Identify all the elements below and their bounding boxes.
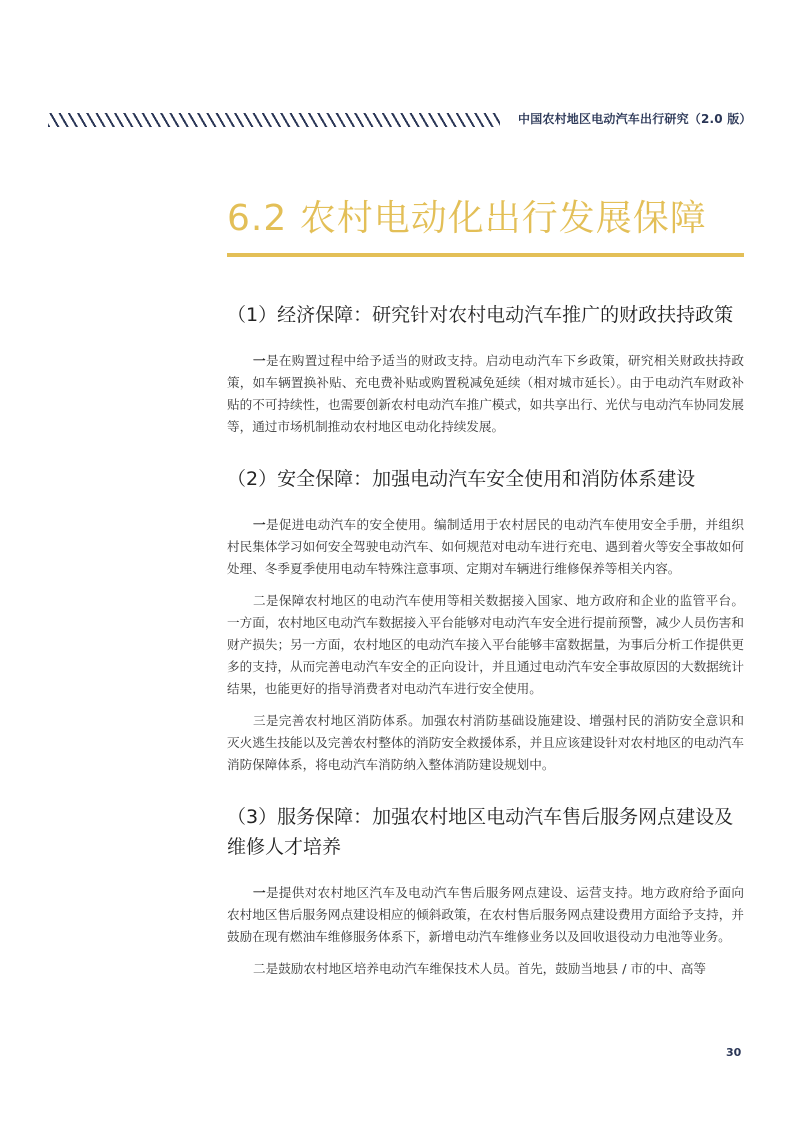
paragraph <box>227 590 744 700</box>
paragraph <box>227 350 744 438</box>
section-heading-service: （3）服务保障：加强农村地区电动汽车售后服务网点建设及维修人才培养 <box>227 806 734 858</box>
body-content <box>227 300 744 980</box>
header-hatch-decoration <box>48 113 500 127</box>
section-heading-economic: （1）经济保障：研究针对农村电动汽车推广的财政扶持政策 <box>227 304 734 326</box>
paragraph-text: 是促进电动汽车的安全使用。编制适用于农村居民的电动汽车使用安全手册，并组织村民集体学习如何安全驾驶电动汽车、如何规范对电动车进行充电、遇到着火等安全事故如何处理、冬季夏季使用电动车特殊注意事项、定期对车辆进行维修保养等相关内容。 <box>227 517 745 576</box>
paragraph <box>227 958 744 980</box>
running-header-title: 中国农村地区电动汽车出行研究（2.0 版） <box>518 112 752 126</box>
paragraph-lead: 一 <box>253 517 266 532</box>
paragraph-text: 二是鼓励农村地区培养电动汽车维保技术人员。首先，鼓励当地县 / 市的中、高等 <box>253 961 707 976</box>
paragraph-text: 是在购置过程中给予适当的财政支持。启动电动汽车下乡政策，研究相关财政扶持政策，如车辆置换补贴、充电费补贴或购置税减免延续（相对城市延长）。由于电动汽车财政补贴的不可持续性，也需要创新农村电动汽车推广模式，如共享出行、光伏与电动汽车协同发展等，通过市场机制推动农村地区电动化持续发展。 <box>227 353 745 434</box>
paragraph-text: 二是保障农村地区的电动汽车使用等相关数据接入国家、地方政府和企业的监管平台。一方面，农村地区电动汽车数据接入平台能够对电动汽车安全进行提前预警，减少人员伤害和财产损失；另一方面，农村地区的电动汽车接入平台能够丰富数据量，为事后分析工作提供更多的支持，从而完善电动汽车安全的正向设计，并且通过电动汽车安全事故原因的大数据统计结果，也能更好的指导消费者对电动汽车进行安全使用。 <box>227 593 744 696</box>
paragraph-text: 三是完善农村地区消防体系。加强农村消防基础设施建设、增强村民的消防安全意识和灭火逃生技能以及完善农村整体的消防安全救援体系，并且应该建设针对农村地区的电动汽车消防保障体系，将电动汽车消防纳入整体消防建设规划中。 <box>227 713 744 772</box>
paragraph-text: 是提供对农村地区汽车及电动汽车售后服务网点建设、运营支持。地方政府给予面向农村地区售后服务网点建设相应的倾斜政策，在农村售后服务网点建设费用方面给予支持，并鼓励在现有燃油车维修服务体系下，新增电动汽车维修业务以及回收退役动力电池等业务。 <box>227 885 745 944</box>
page-number: 30 <box>726 1046 742 1059</box>
paragraph-lead: 一 <box>253 353 266 368</box>
chapter-title: 6.2 农村电动化出行发展保障 <box>227 198 707 239</box>
paragraph-lead: 一 <box>253 885 266 900</box>
section-heading-safety: （2）安全保障：加强电动汽车安全使用和消防体系建设 <box>227 468 696 490</box>
paragraph <box>227 710 744 776</box>
paragraph <box>227 514 744 580</box>
title-underline <box>227 253 744 257</box>
paragraph <box>227 882 744 948</box>
